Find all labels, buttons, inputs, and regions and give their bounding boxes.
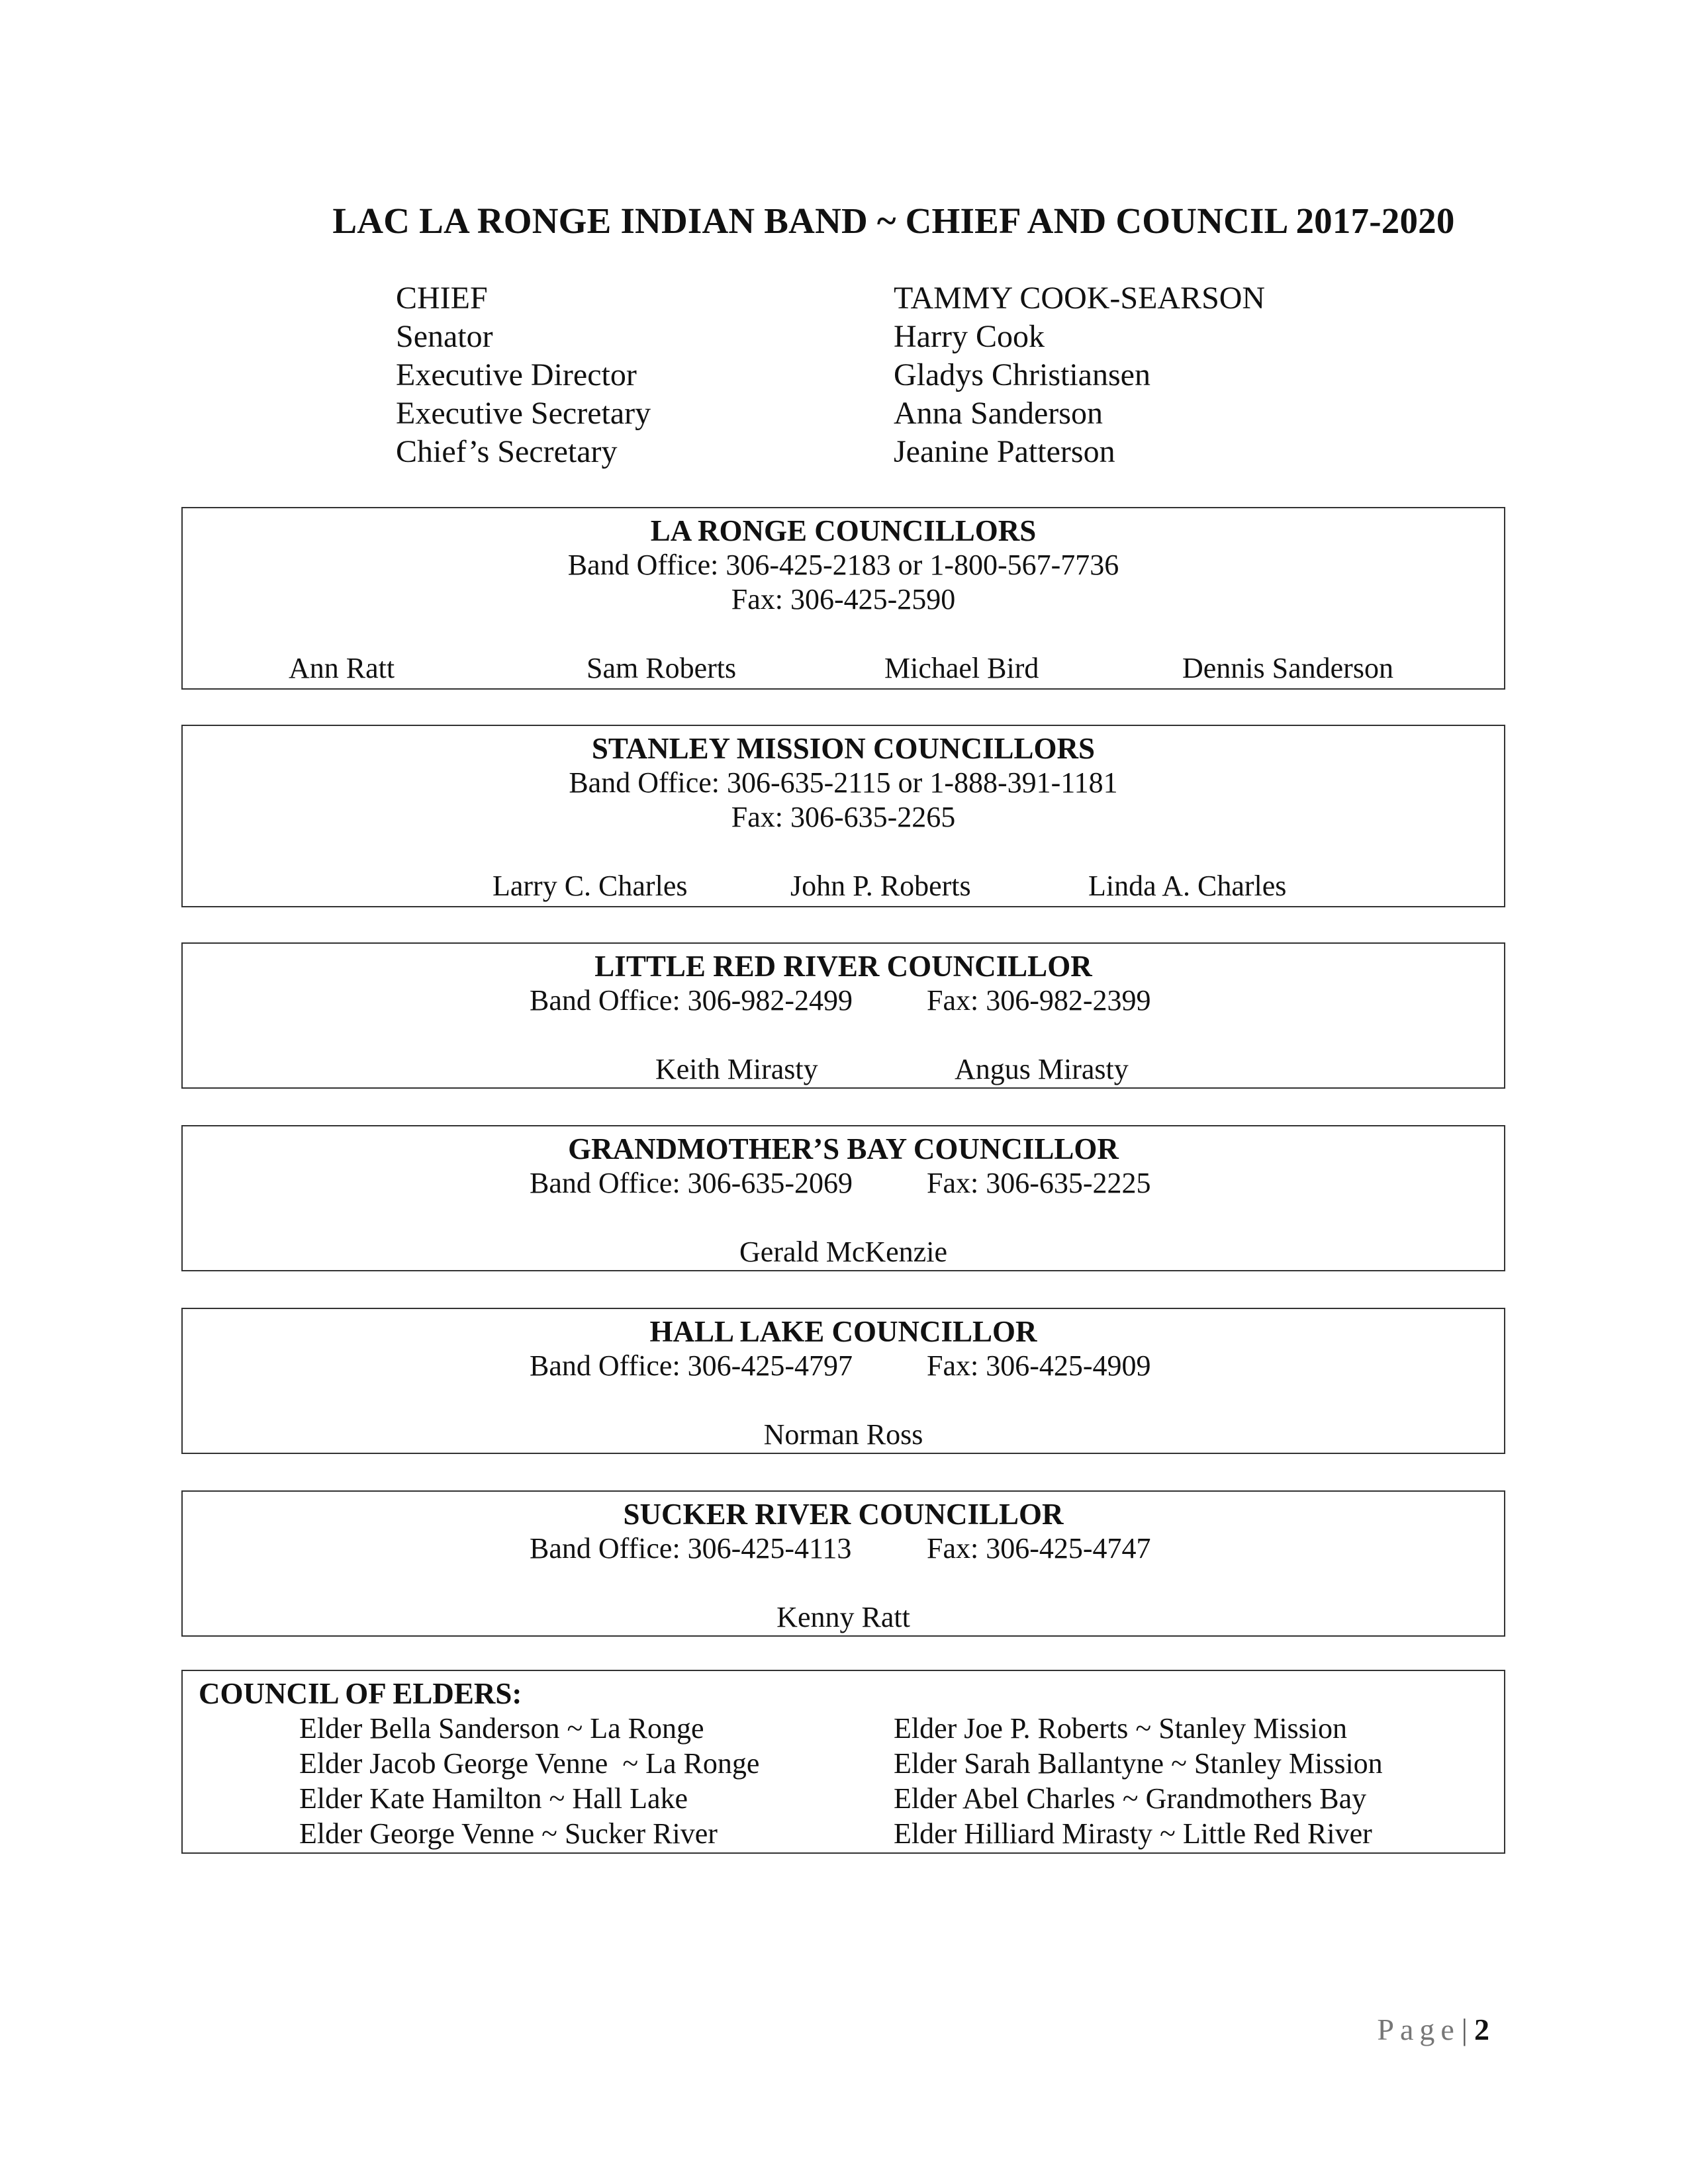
band-office-line: Band Office: 306-425-4113 bbox=[530, 1532, 852, 1565]
councillor-name: Kenny Ratt bbox=[776, 1601, 910, 1633]
officer-role: CHIEF bbox=[396, 281, 488, 316]
councillor-name: Ann Ratt bbox=[289, 652, 395, 684]
councillor-name: John P. Roberts bbox=[790, 870, 971, 902]
elder-entry: Elder George Venne ~ Sucker River bbox=[299, 1817, 718, 1850]
officer-name: Anna Sanderson bbox=[894, 396, 1103, 431]
council-of-elders-box bbox=[181, 1670, 1505, 1854]
band-office-line: Band Office: 306-425-2183 or 1-800-567-7736 bbox=[567, 549, 1119, 581]
councillor-name: Dennis Sanderson bbox=[1182, 652, 1393, 684]
elder-entry: Elder Abel Charles ~ Grandmothers Bay bbox=[894, 1782, 1367, 1815]
section-heading: STANLEY MISSION COUNCILLORS bbox=[591, 732, 1096, 765]
officer-role: Executive Secretary bbox=[396, 396, 651, 431]
stanley-mission-councillors-box bbox=[181, 725, 1505, 907]
fax-line: Fax: 306-635-2225 bbox=[927, 1167, 1151, 1199]
fax-line: Fax: 306-425-4909 bbox=[927, 1349, 1151, 1382]
elders-right-column bbox=[894, 1711, 1383, 1851]
officers-list bbox=[0, 279, 1688, 471]
sucker-river-councillor-box bbox=[181, 1490, 1505, 1637]
officer-row bbox=[0, 433, 1688, 471]
hall-lake-councillor-box bbox=[181, 1308, 1505, 1454]
la-ronge-councillors-box bbox=[181, 507, 1505, 690]
fax-line: Fax: 306-425-4747 bbox=[927, 1532, 1151, 1565]
section-heading: LA RONGE COUNCILLORS bbox=[650, 514, 1037, 547]
officer-name: Gladys Christiansen bbox=[894, 357, 1150, 392]
elder-entry: Elder Bella Sanderson ~ La Ronge bbox=[299, 1712, 704, 1745]
councillor-name: Michael Bird bbox=[884, 652, 1039, 684]
band-office-line: Band Office: 306-635-2069 bbox=[530, 1167, 853, 1199]
officer-name: Harry Cook bbox=[894, 319, 1045, 354]
officer-role: Chief’s Secretary bbox=[396, 434, 618, 469]
section-heading: SUCKER RIVER COUNCILLOR bbox=[623, 1498, 1064, 1531]
section-heading: HALL LAKE COUNCILLOR bbox=[649, 1315, 1037, 1348]
officer-row bbox=[0, 394, 1688, 433]
elder-entry: Elder Joe P. Roberts ~ Stanley Mission bbox=[894, 1712, 1348, 1745]
elder-entry: Elder Hilliard Mirasty ~ Little Red River bbox=[894, 1817, 1372, 1850]
little-red-river-councillor-box bbox=[181, 942, 1505, 1089]
band-office-line: Band Office: 306-425-4797 bbox=[530, 1349, 853, 1382]
officer-role: Executive Director bbox=[396, 357, 637, 392]
elder-entry: Elder Kate Hamilton ~ Hall Lake bbox=[299, 1782, 688, 1815]
officer-row bbox=[0, 356, 1688, 394]
councillor-name: Keith Mirasty bbox=[655, 1053, 818, 1085]
officer-name: Jeanine Patterson bbox=[894, 434, 1115, 469]
officer-role: Senator bbox=[396, 319, 493, 354]
fax-line: Fax: 306-982-2399 bbox=[927, 984, 1151, 1017]
grandmothers-bay-councillor-box bbox=[181, 1125, 1505, 1271]
councillor-name: Linda A. Charles bbox=[1088, 870, 1287, 902]
fax-line: Fax: 306-635-2265 bbox=[731, 801, 956, 833]
page-number: 2 bbox=[1474, 2013, 1489, 2046]
officer-row bbox=[0, 318, 1688, 356]
councillor-name: Sam Roberts bbox=[586, 652, 737, 684]
page-label: Page bbox=[1377, 2013, 1460, 2046]
page-footer bbox=[1377, 2012, 1489, 2047]
elder-entry: Elder Jacob George Venne ~ La Ronge bbox=[299, 1747, 760, 1780]
section-heading: COUNCIL OF ELDERS: bbox=[199, 1677, 522, 1710]
section-heading: GRANDMOTHER’S BAY COUNCILLOR bbox=[568, 1132, 1119, 1165]
councillor-name: Angus Mirasty bbox=[955, 1053, 1129, 1085]
section-heading: LITTLE RED RIVER COUNCILLOR bbox=[594, 950, 1092, 983]
fax-line: Fax: 306-425-2590 bbox=[731, 583, 956, 615]
officer-row bbox=[0, 279, 1688, 318]
band-office-line: Band Office: 306-982-2499 bbox=[530, 984, 853, 1017]
elder-entry: Elder Sarah Ballantyne ~ Stanley Mission bbox=[894, 1747, 1383, 1780]
page-separator: | bbox=[1461, 2013, 1468, 2046]
elders-left-column bbox=[299, 1711, 759, 1851]
band-office-line: Band Office: 306-635-2115 or 1-888-391-1181 bbox=[569, 766, 1118, 799]
councillor-name: Gerald McKenzie bbox=[739, 1236, 947, 1268]
councillor-name: Norman Ross bbox=[763, 1418, 923, 1451]
councillor-name: Larry C. Charles bbox=[492, 870, 688, 902]
officer-name: TAMMY COOK-SEARSON bbox=[894, 281, 1266, 316]
page-title: LAC LA RONGE INDIAN BAND ~ CHIEF AND COUNCIL 2017-2020 bbox=[332, 201, 1455, 241]
